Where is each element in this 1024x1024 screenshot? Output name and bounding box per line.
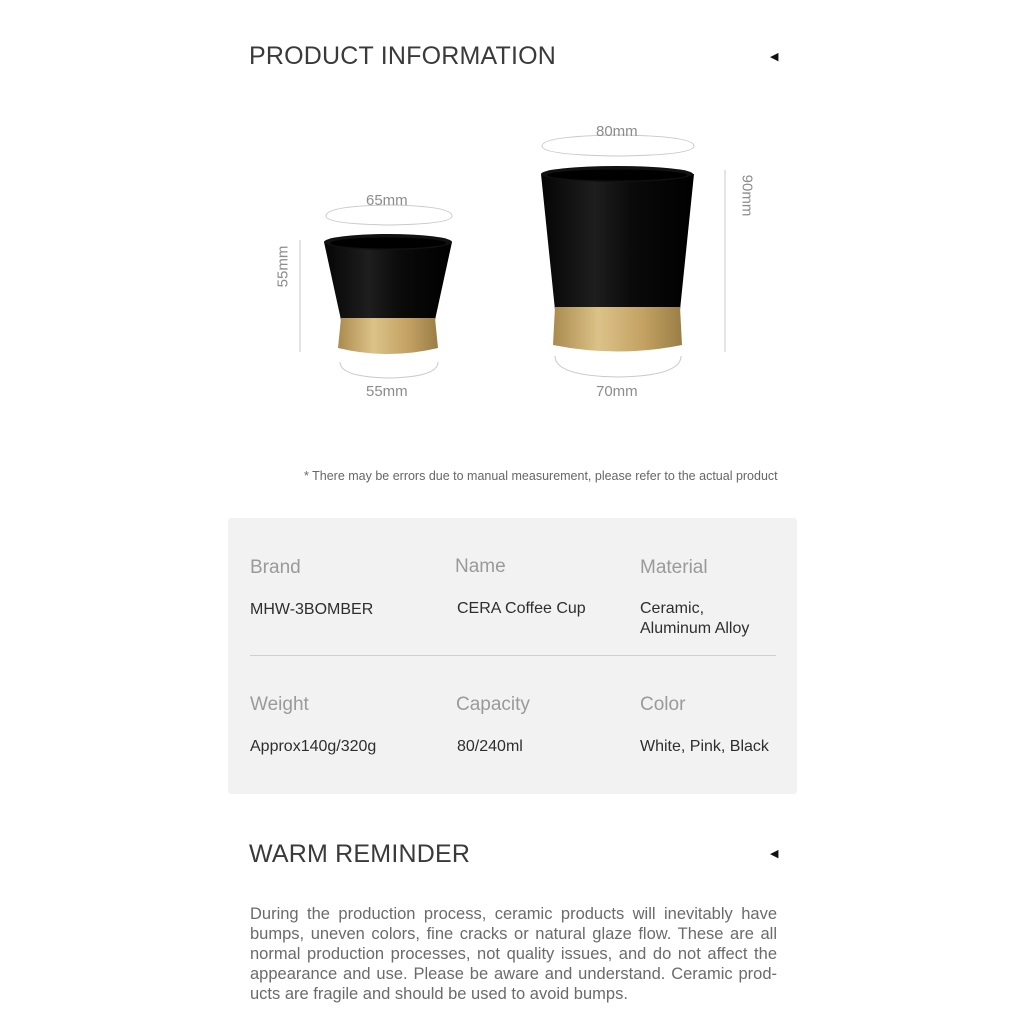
color-label: Color <box>640 694 686 715</box>
material-value-line2: Aluminum Alloy <box>640 620 750 637</box>
product-info-title: PRODUCT INFORMATION <box>249 42 557 70</box>
large-cup-top-diameter: 80mm <box>596 123 638 140</box>
small-cup-top-diameter: 65mm <box>366 192 408 209</box>
large-cup <box>541 166 694 352</box>
color-value: White, Pink, Black <box>640 738 769 755</box>
weight-value: Approx140g/320g <box>250 738 377 755</box>
warm-reminder-collapse-button[interactable] <box>770 847 778 860</box>
reminder-line: normal production processes, not quality issues, and do not affect the <box>250 945 777 963</box>
name-value: CERA Coffee Cup <box>457 600 586 617</box>
name-label: Name <box>455 556 506 577</box>
material-label: Material <box>640 557 708 578</box>
small-cup-bottom-guide <box>340 362 438 378</box>
small-cup-height: 55mm <box>274 245 292 288</box>
cups-drawing <box>0 0 1024 460</box>
triangle-left-icon: ◀ <box>770 848 779 860</box>
large-cup-height: 90mm <box>738 174 756 217</box>
capacity-label: Capacity <box>456 694 530 715</box>
reminder-line: bumps, uneven colors, fine cracks or natural glaze flow. These are all <box>250 925 777 943</box>
large-cup-bottom-guide <box>555 356 681 377</box>
material-value-line1: Ceramic, <box>640 600 705 617</box>
capacity-value: 80/240ml <box>457 738 523 755</box>
reminder-line: appearance and use. Please be aware and understand. Ceramic prod- <box>250 965 777 983</box>
triangle-left-icon: ◀ <box>770 51 779 63</box>
measurement-note: * There may be errors due to manual measurement, please refer to the actual product <box>304 469 778 483</box>
reminder-line: ucts are fragile and should be used to avoid bumps. <box>250 985 628 1003</box>
small-cup-bottom-diameter: 55mm <box>366 383 408 400</box>
warm-reminder-title: WARM REMINDER <box>249 840 471 868</box>
brand-value: MHW-3BOMBER <box>250 601 374 618</box>
spec-divider <box>250 655 776 656</box>
small-cup <box>324 234 452 354</box>
weight-label: Weight <box>250 694 309 715</box>
cup-dimension-illustration <box>0 0 1024 460</box>
reminder-line: During the production process, ceramic products will inevitably have <box>250 905 777 923</box>
warm-reminder-text <box>250 904 777 1004</box>
spec-panel <box>228 518 797 794</box>
brand-label: Brand <box>250 557 301 578</box>
large-cup-bottom-diameter: 70mm <box>596 383 638 400</box>
